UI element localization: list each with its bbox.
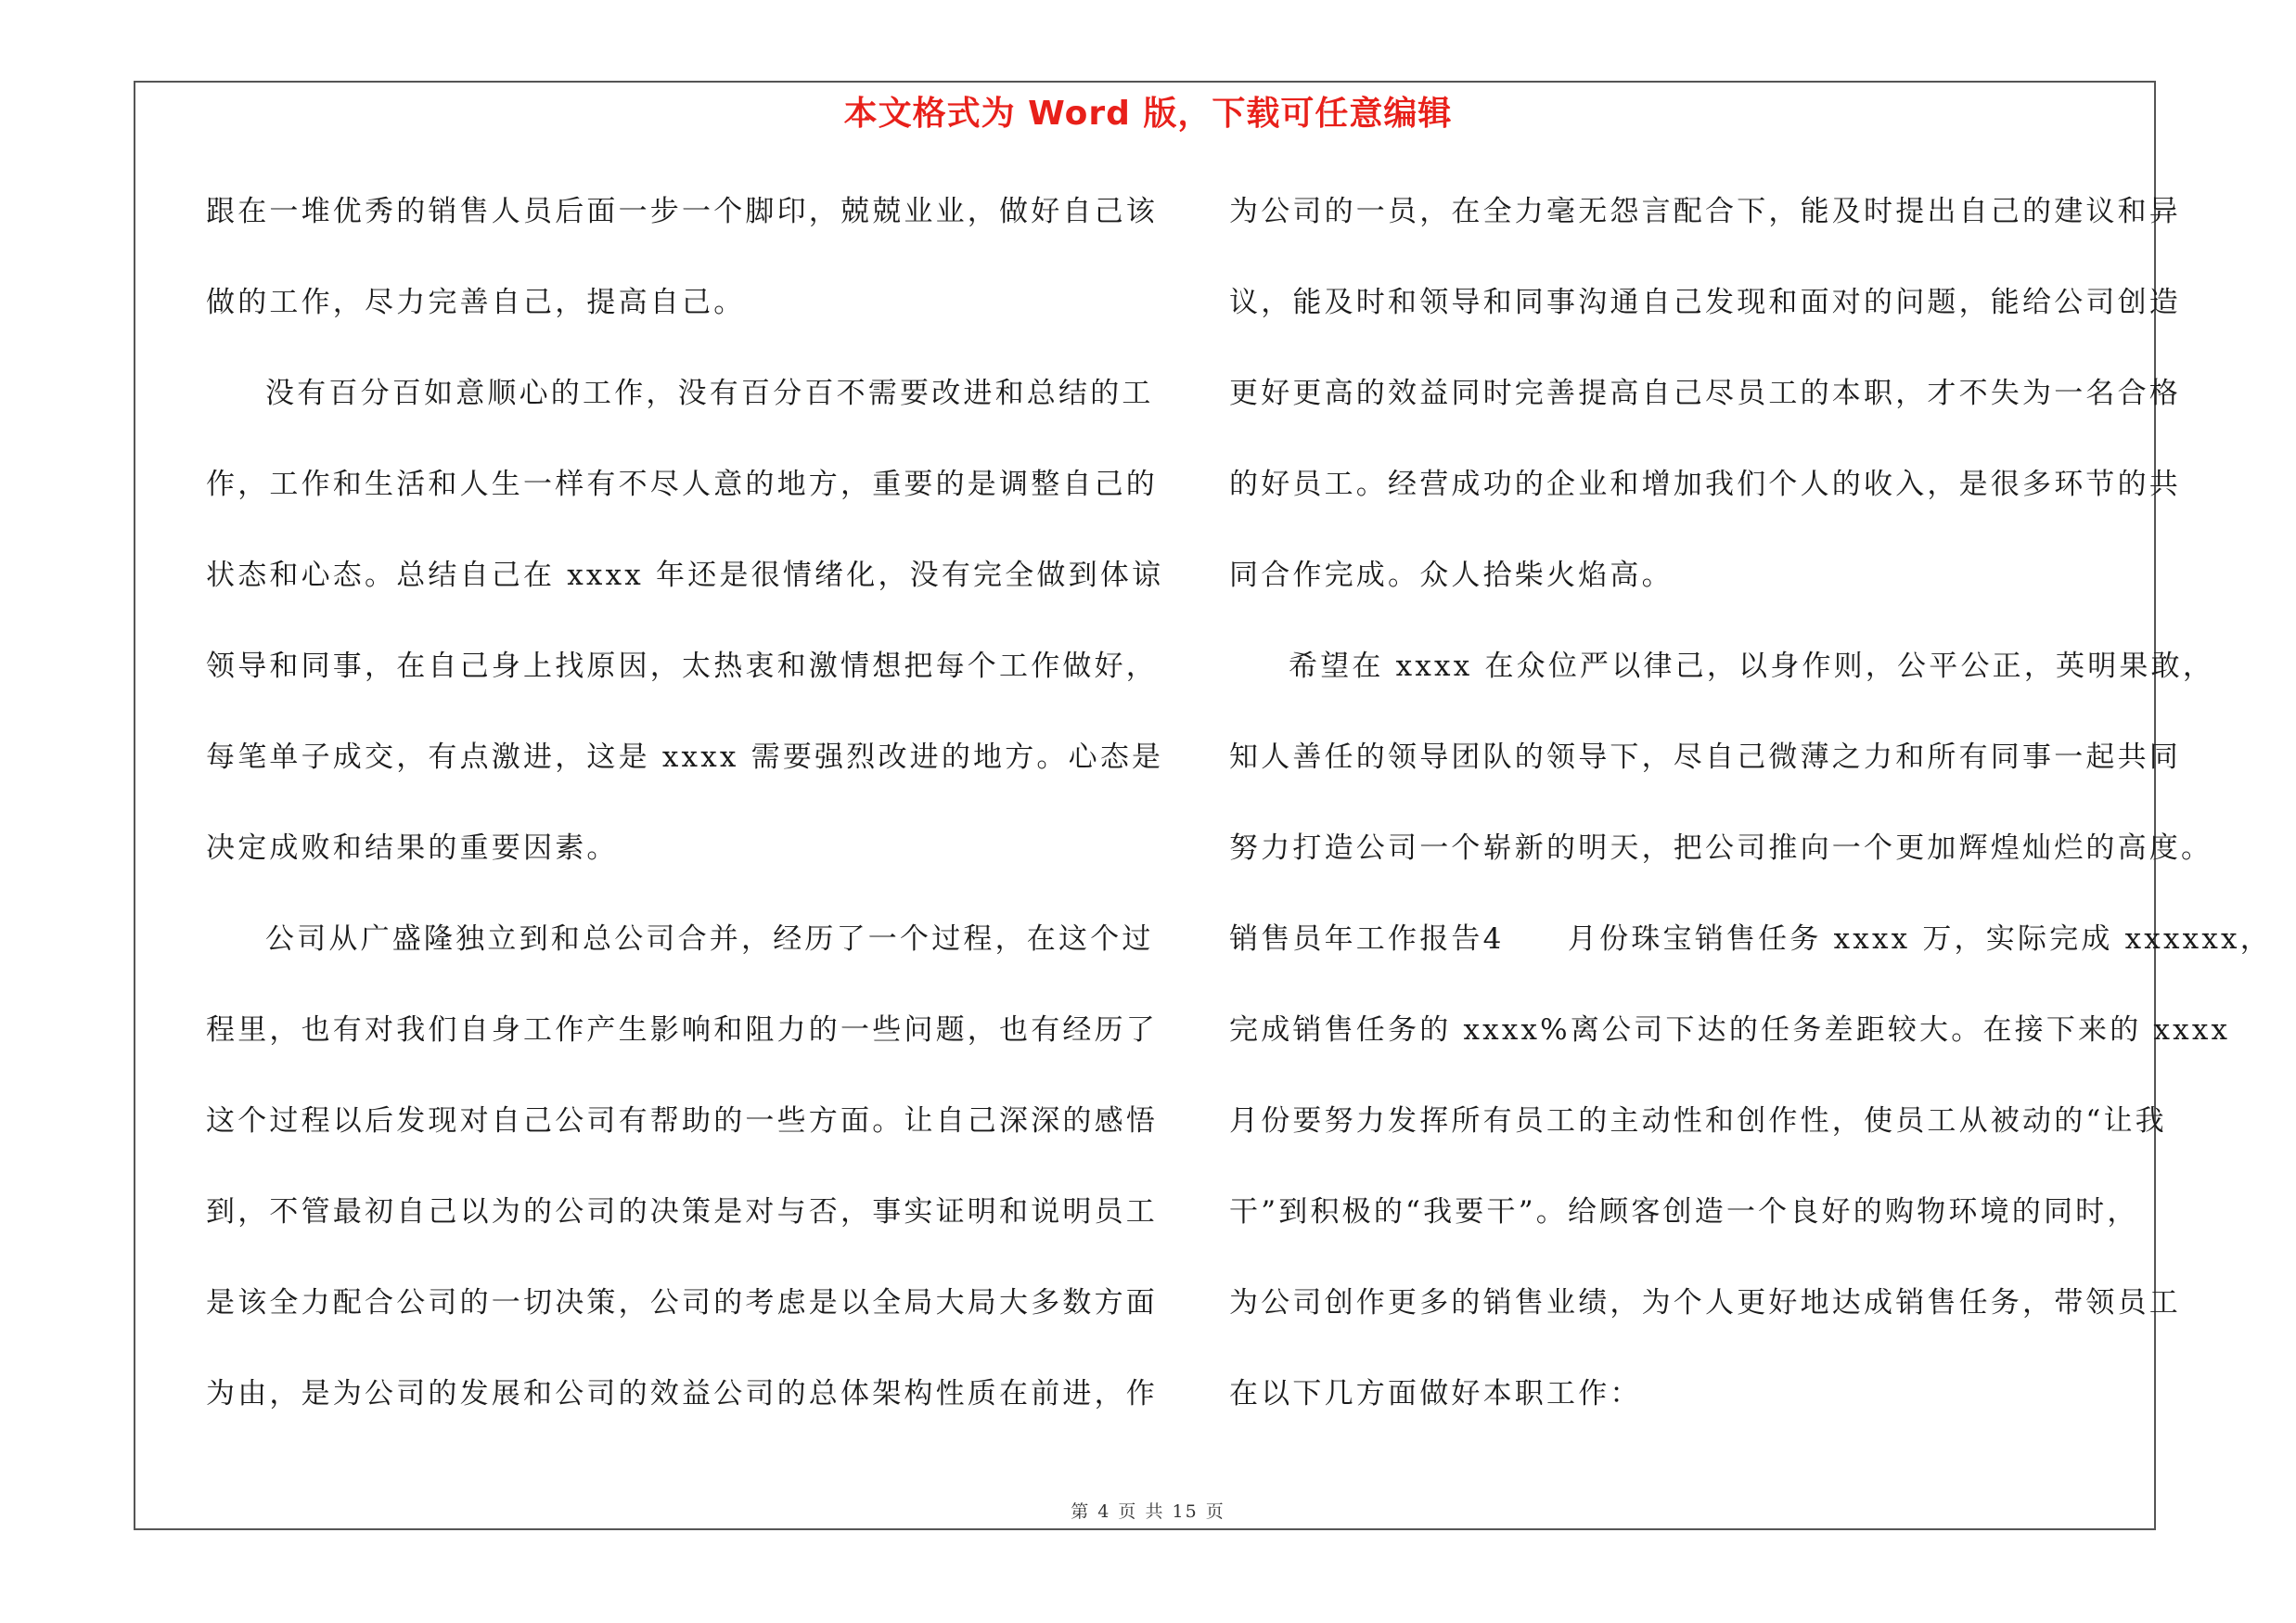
text-line: 这个过程以后发现对自己公司有帮助的一些方面。让自己深深的感悟 [206,1104,1158,1138]
text-line: 跟在一堆优秀的销售人员后面一步一个脚印，兢兢业业，做好自己该 [206,195,1158,228]
format-notice-banner: 本文格式为 Word 版，下载可任意编辑 [843,95,1453,133]
text-line: 做的工作，尽力完善自己，提高自己。 [206,286,746,319]
text-line: 到，不管最初自己以为的公司的决策是对与否，事实证明和说明员工 [206,1195,1158,1229]
text-line: 公司从广盛隆独立到和总公司合并，经历了一个过程，在这个过 [265,922,1154,956]
text-line: 在以下几方面做好本职工作： [1229,1377,1642,1410]
text-line: 决定成败和结果的重要因素。 [206,831,619,865]
text-line: 完成销售任务的 xxxx%离公司下达的任务差距较大。在接下来的 xxxx [1229,1013,2231,1047]
text-line: 干”到积极的“我要干”。给顾客创造一个良好的购物环境的同时， [1229,1195,2139,1229]
text-line: 希望在 xxxx 在众位严以律己，以身作则，公平公正，英明果敢， [1289,650,2215,683]
text-line: 没有百分百如意顺心的工作，没有百分百不需要改进和总结的工 [265,377,1154,410]
text-line: 作，工作和生活和人生一样有不尽人意的地方，重要的是调整自己的 [206,468,1158,501]
text-line: 努力打造公司一个崭新的明天，把公司推向一个更加辉煌灿烂的高度。 [1229,831,2213,865]
text-line: 领导和同事，在自己身上找原因，太热衷和激情想把每个工作做好， [206,650,1158,683]
text-line: 议，能及时和领导和同事沟通自己发现和面对的问题，能给公司创造 [1229,286,2181,319]
text-line: 是该全力配合公司的一切决策，公司的考虑是以全局大局大多数方面 [206,1286,1158,1320]
text-line: 为公司的一员，在全力毫无怨言配合下，能及时提出自己的建议和异 [1229,195,2181,228]
text-line: 更好更高的效益同时完善提高自己尽员工的本职，才不失为一名合格 [1229,377,2181,410]
text-line: 每笔单子成交，有点激进，这是 xxxx 需要强烈改进的地方。心态是 [206,741,1164,774]
right-text-column [1229,186,2272,1459]
left-text-column [206,186,1164,1459]
text-line: 为公司创作更多的销售业绩，为个人更好地达成销售任务，带领员工 [1229,1286,2181,1320]
text-line: 同合作完成。众人拾柴火焰高。 [1229,559,1674,592]
text-line: 程里，也有对我们自身工作产生影响和阻力的一些问题，也有经历了 [206,1013,1158,1047]
text-line: 的好员工。经营成功的企业和增加我们个人的收入，是很多环节的共 [1229,468,2181,501]
page-number-footer: 第 4 页 共 15 页 [1071,1501,1225,1522]
text-line: 销售员年工作报告4 月份珠宝销售任务 xxxx 万，实际完成 xxxxxx， [1229,922,2272,956]
text-line: 状态和心态。总结自己在 xxxx 年还是很情绪化，没有完全做到体谅 [206,559,1164,592]
text-line: 为由，是为公司的发展和公司的效益公司的总体架构性质在前进，作 [206,1377,1158,1410]
text-line: 月份要努力发挥所有员工的主动性和创作性，使员工从被动的“让我 [1229,1104,2167,1138]
text-line: 知人善任的领导团队的领导下，尽自己微薄之力和所有同事一起共同 [1229,741,2181,774]
